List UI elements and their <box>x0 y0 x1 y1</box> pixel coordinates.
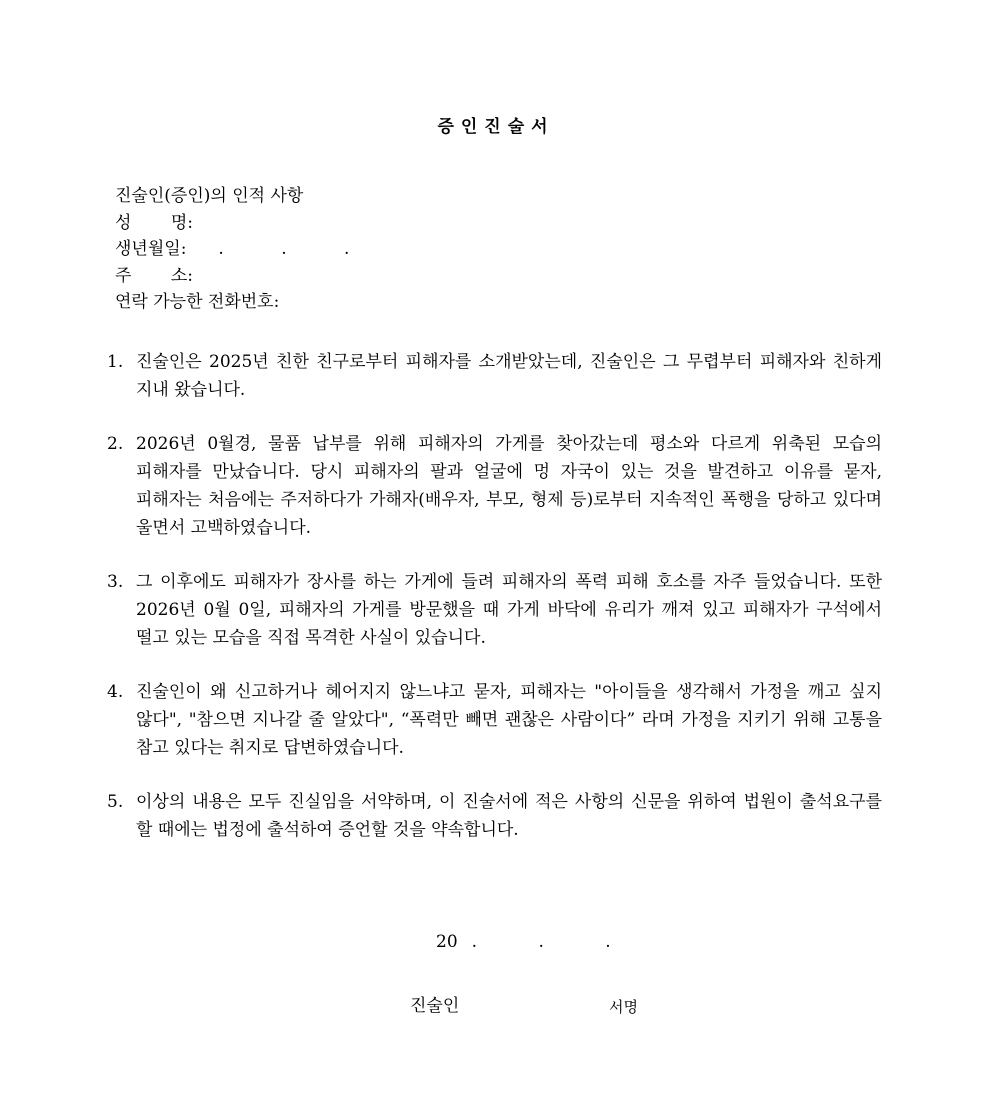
name-label: 성 명: <box>115 212 193 233</box>
date-dots: . . . <box>471 932 639 952</box>
item-text: 그 이후에도 피해자가 장사를 하는 가게에 들려 피해자의 폭력 피해 호소를 자주 들었습니다. 또한 2026년 0월 0일, 피해자의 가게를 방문했을 때 가게 바닥에 유리가 깨져 있고 피해자가 구석에서 떨고 있는 모습을 직접 목격한 사실이 있습니다. <box>136 572 882 648</box>
statement-item <box>107 348 882 404</box>
statement-item <box>107 678 882 762</box>
birth-label: 생년월일: <box>115 239 187 259</box>
item-number: 4. <box>107 682 124 702</box>
item-text: 이상의 내용은 모두 진실임을 서약하며, 이 진술서에 적은 사항의 신문을 위하여 법원이 출석요구를 할 때에는 법정에 출석하여 증언할 것을 약속합니다. <box>136 792 882 840</box>
name-field-row <box>115 210 375 237</box>
item-text: 진술인은 2025년 친한 친구로부터 피해자를 소개받았는데, 진술인은 그 무렵부터 피해자와 친하게 지내 왔습니다. <box>136 352 882 400</box>
statement-item <box>107 430 882 542</box>
phone-label: 연락 가능한 전화번호: <box>115 292 280 312</box>
signer-label: 진술인 <box>410 996 460 1016</box>
item-text: 진술인이 왜 신고하거나 헤어지지 않느냐고 묻자, 피해자는 "아이들을 생각해서 가정을 깨고 싶지 않다", "참으면 지나갈 줄 알았다", “폭력만 빼면 괜찮은 사람이다” 라며 가정을 지키기 위해 고통을 참고 있다는 취지로 답변하였습니다. <box>136 682 882 758</box>
birth-dots: . . . <box>218 239 376 259</box>
item-number: 3. <box>107 572 124 592</box>
date-line <box>436 928 639 956</box>
item-text: 2026년 0월경, 물품 납부를 위해 피해자의 가게를 찾아갔는데 평소와 다르게 위축된 모습의 피해자를 만났습니다. 당시 피해자의 팔과 얼굴에 멍 자국이 있는 것을 발견하고 이유를 묻자, 피해자는 처음에는 주저하다가 가해자(배우자, 부모, 형제 등)로부터 지속적인 폭행을 당하고 있다며 울면서 고백하였습니다. <box>136 434 882 538</box>
statement-items <box>107 348 882 870</box>
signature-label: 서명 <box>609 998 638 1016</box>
birth-field-row <box>115 236 375 263</box>
item-number: 5. <box>107 792 124 812</box>
statement-item <box>107 788 882 844</box>
personal-info-section <box>115 183 375 316</box>
statement-item <box>107 568 882 652</box>
info-heading: 진술인(증인)의 인적 사항 <box>115 186 304 206</box>
phone-field-row <box>115 289 375 316</box>
item-number: 1. <box>107 352 124 372</box>
address-label: 주 소: <box>115 265 193 286</box>
document-title: 증인진술서 <box>437 117 555 137</box>
item-number: 2. <box>107 434 124 454</box>
date-prefix: 20 <box>436 932 458 952</box>
signature-line <box>410 992 638 1020</box>
address-field-row <box>115 263 375 290</box>
